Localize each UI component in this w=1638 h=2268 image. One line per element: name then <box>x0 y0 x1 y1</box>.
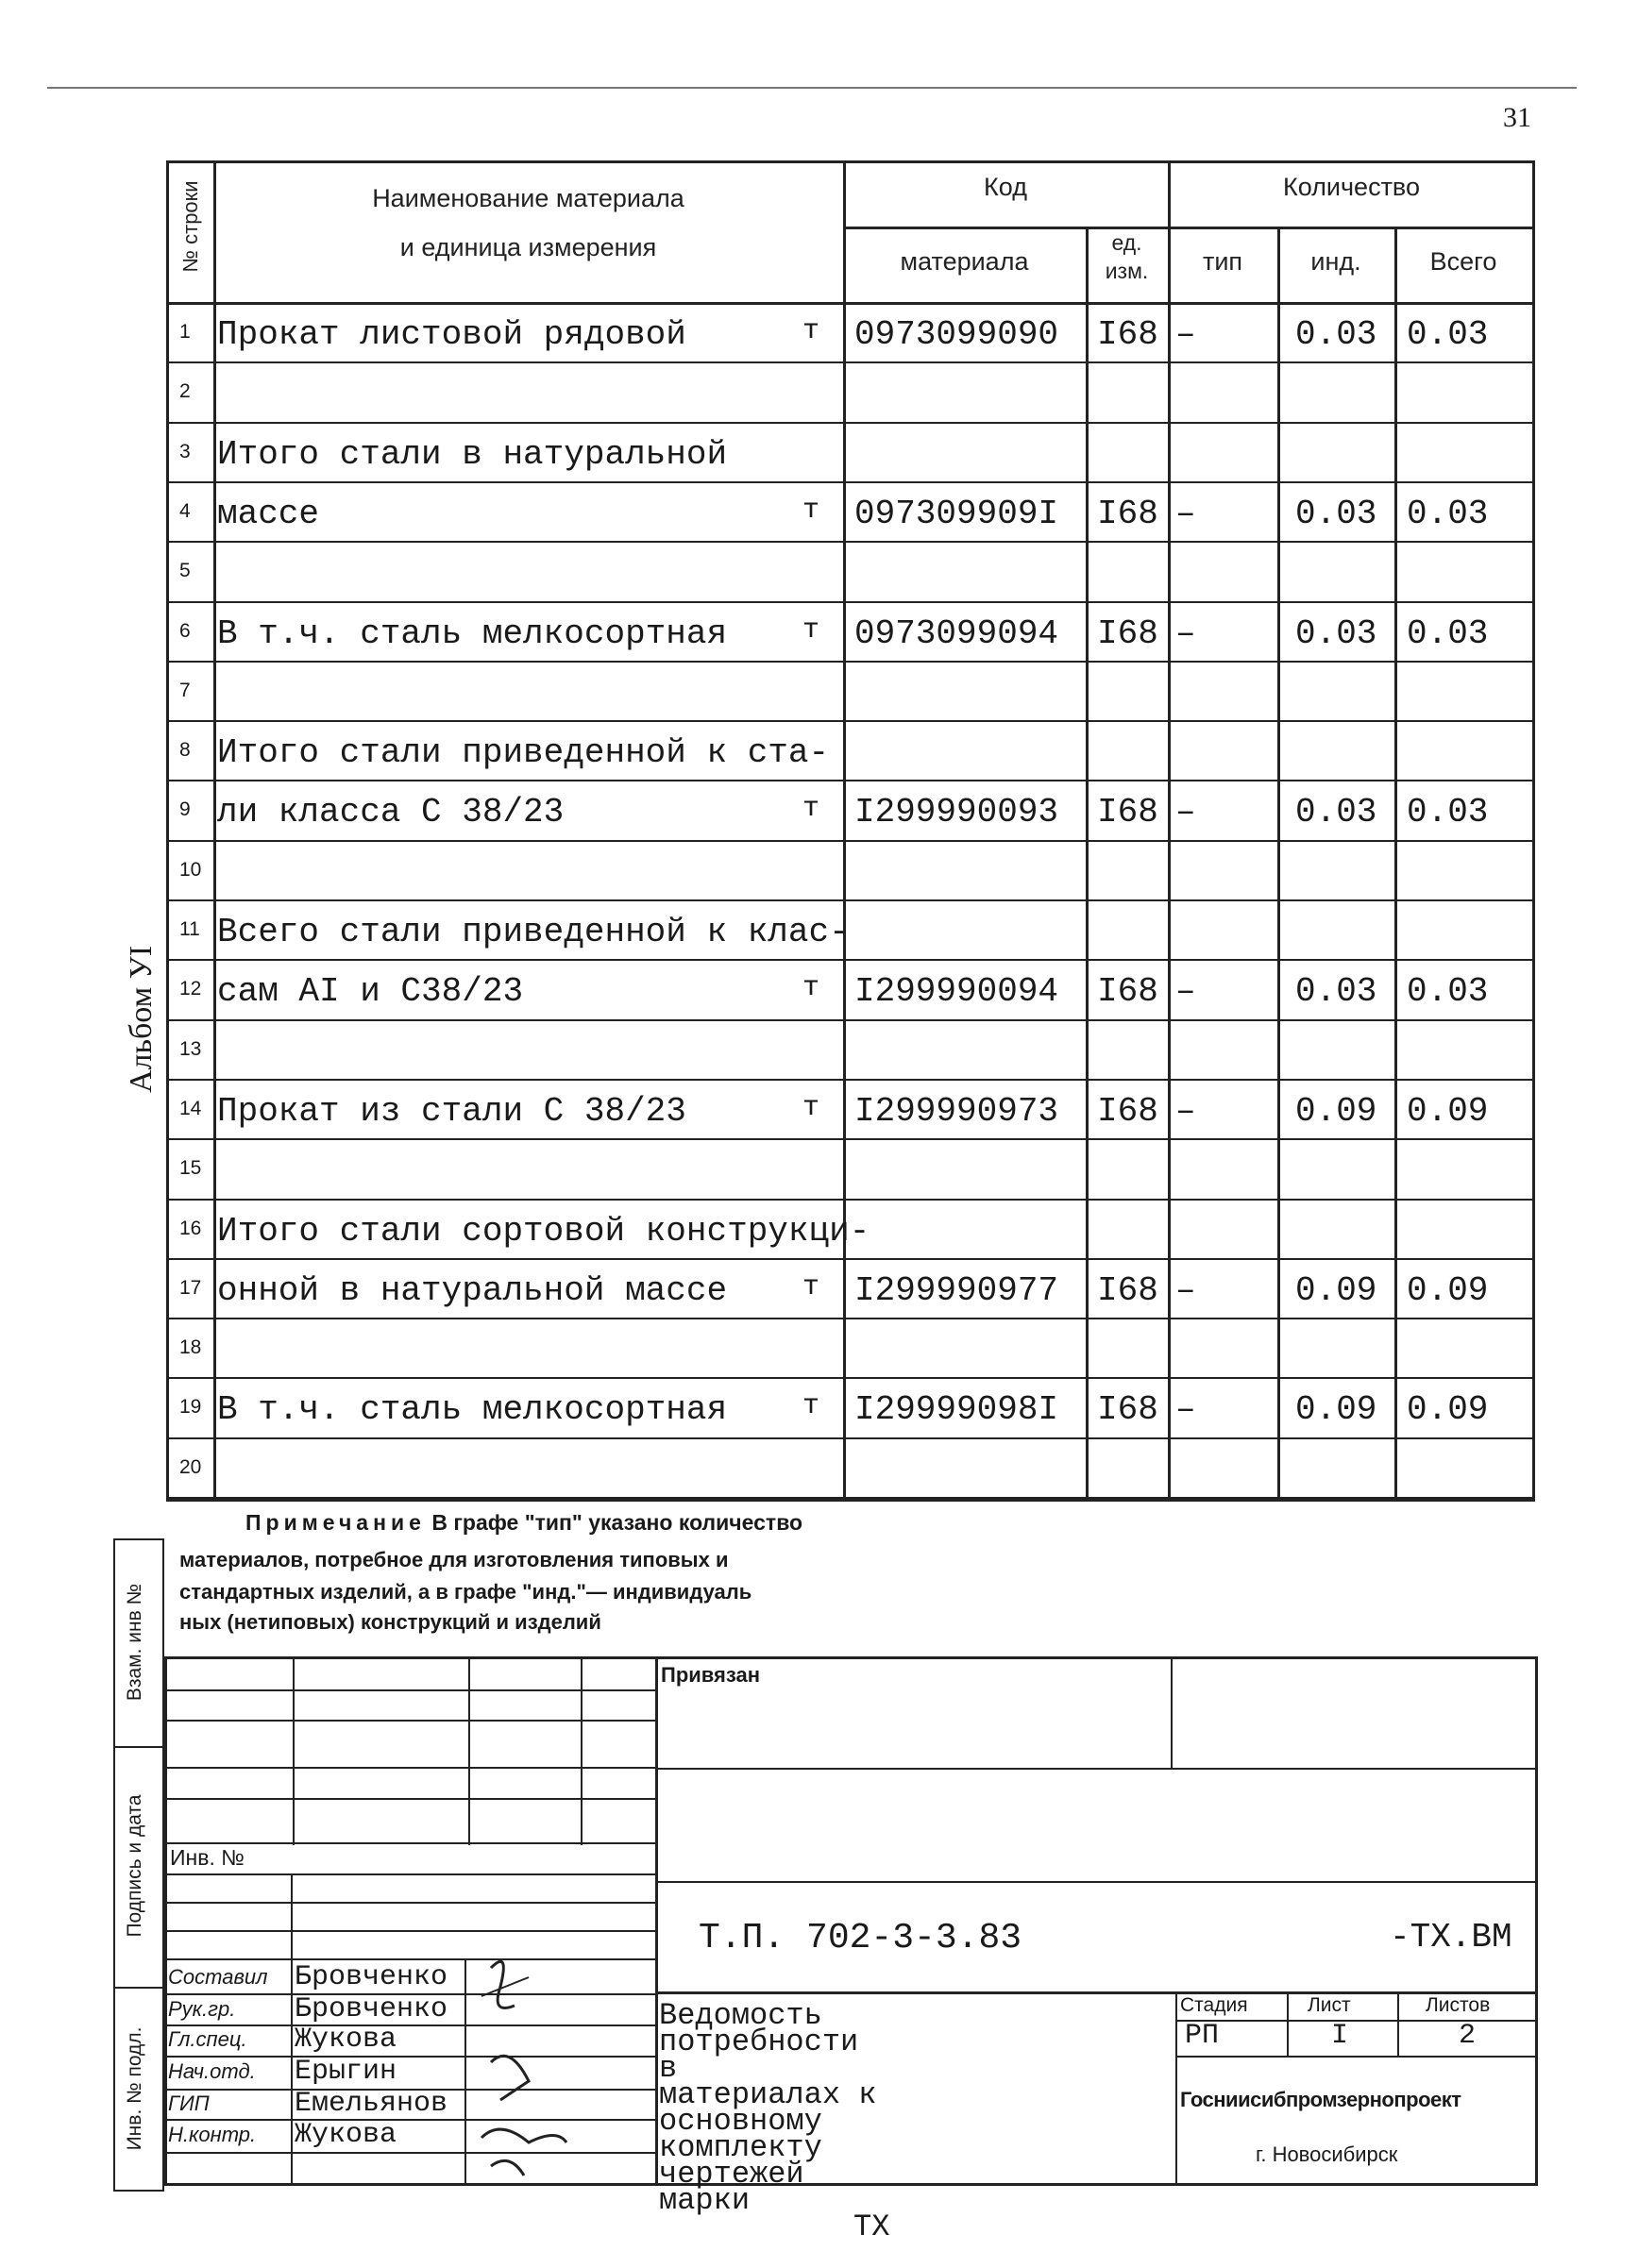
sheet-value: I <box>1331 2020 1349 2052</box>
material-unit: т <box>802 315 820 347</box>
side-label-replace-inv: Взам. инв № <box>124 1583 145 1702</box>
quantity-individual: 0.03 <box>1295 614 1377 653</box>
organization-name: Госниисибпромзернопроект <box>1180 2088 1461 2111</box>
quantity-individual: 0.09 <box>1295 1390 1377 1429</box>
material-name: массе <box>217 495 320 533</box>
signatory-name: Жукова <box>295 2024 397 2056</box>
row-divider <box>166 1199 1535 1201</box>
quantity-total: 0.03 <box>1407 972 1489 1011</box>
row-number-header: № строки <box>178 180 202 273</box>
quantity-total: 0.03 <box>1407 495 1489 533</box>
unit-header-line1: ед. <box>1111 230 1142 255</box>
document-title-line3: комплекту чертежей марки <box>659 2130 822 2218</box>
signatory-role: Составил <box>168 1965 268 1989</box>
row-number: 18 <box>179 1336 202 1358</box>
quantity-individual: 0.09 <box>1295 1271 1377 1310</box>
row-divider <box>166 422 1535 424</box>
album-label: Альбом УI <box>124 945 159 1094</box>
signatory-role: ГИП <box>168 2092 210 2115</box>
note-line3: стандартных изделий, а в графе "инд."— индивидуаль <box>179 1580 752 1604</box>
material-name: Прокат листовой рядовой <box>217 315 686 354</box>
unit-code: I68 <box>1097 972 1158 1011</box>
row-divider <box>166 1138 1535 1140</box>
quantity-type: – <box>1175 1390 1196 1429</box>
material-name: В т.ч. сталь мелкосортная <box>217 614 728 653</box>
note-line2: материалов, потребное для изготовления типовых и <box>179 1548 729 1571</box>
row-divider <box>166 1079 1535 1081</box>
material-name: Всего стали приведенной к клас- <box>217 913 850 951</box>
document-title <box>659 1998 890 2244</box>
quantity-total: 0.03 <box>1407 793 1489 832</box>
material-unit: т <box>802 1390 820 1422</box>
sheets-total-label: Листов <box>1426 1994 1491 2016</box>
inventory-no-label: Инв. № <box>170 1845 245 1870</box>
quantity-total: 0.03 <box>1407 614 1489 653</box>
row-number: 16 <box>179 1218 202 1239</box>
signatory-name: Емельянов <box>295 2088 448 2120</box>
material-code: I29999098I <box>854 1390 1059 1429</box>
row-divider <box>166 1377 1535 1379</box>
name-header-line1: Наименование материала <box>372 184 684 212</box>
unit-code: I68 <box>1097 495 1158 533</box>
code-material-header: материала <box>900 247 1029 276</box>
material-name: Итого стали в натуральной <box>217 435 728 474</box>
unit-code: I68 <box>1097 793 1158 832</box>
quantity-type: – <box>1175 315 1196 354</box>
row-number: 1 <box>179 321 191 343</box>
signatory-name: Ерыгин <box>295 2056 397 2088</box>
material-unit: т <box>802 614 820 647</box>
material-name: Итого стали приведенной к ста- <box>217 733 830 772</box>
row-divider <box>166 481 1535 483</box>
row-divider <box>166 899 1535 901</box>
material-name: Прокат из стали С 38/23 <box>217 1092 686 1131</box>
material-name: сам АI и С38/23 <box>217 972 524 1011</box>
material-unit: т <box>802 972 820 1004</box>
signatory-name: Жукова <box>295 2119 397 2151</box>
row-divider <box>166 601 1535 603</box>
document-title-line1: Ведомость потребности в <box>659 1998 859 2086</box>
sheet-label: Лист <box>1308 1994 1351 2016</box>
row-number: 7 <box>179 680 191 701</box>
row-divider <box>166 780 1535 781</box>
row-divider <box>166 1318 1535 1319</box>
signatory-name: Бровченко <box>295 1961 448 1993</box>
unit-header-line2: изм. <box>1105 259 1149 283</box>
row-divider <box>166 1019 1535 1021</box>
material-unit: т <box>802 1271 820 1303</box>
quantity-total: 0.09 <box>1407 1271 1489 1310</box>
sheets-total-value: 2 <box>1459 2020 1477 2052</box>
material-unit: т <box>802 495 820 527</box>
material-unit: т <box>802 793 820 825</box>
side-label-signature-date: Подпись и дата <box>124 1794 145 1938</box>
note-line4: ных (нетиповых) конструкций и изделий <box>179 1610 601 1634</box>
side-label-inv-original: Инв. № подл. <box>124 2026 145 2151</box>
row-number: 10 <box>179 859 202 881</box>
material-name: В т.ч. сталь мелкосортная <box>217 1390 728 1429</box>
material-name: Итого стали сортовой конструкци- <box>217 1212 870 1251</box>
row-number: 3 <box>179 441 191 462</box>
note-title: Примечание <box>245 1510 426 1535</box>
material-code: I299990973 <box>854 1092 1059 1131</box>
attached-label: Привязан <box>661 1663 761 1687</box>
unit-code: I68 <box>1097 1271 1158 1310</box>
quantity-total: 0.09 <box>1407 1092 1489 1131</box>
row-divider <box>166 1437 1535 1439</box>
material-code: 0973099094 <box>854 614 1059 653</box>
quantity-type: – <box>1175 793 1196 832</box>
row-number: 12 <box>179 978 202 1000</box>
row-number: 6 <box>179 620 191 642</box>
unit-code: I68 <box>1097 614 1158 653</box>
signatory-role: Рук.гр. <box>168 1997 236 2021</box>
material-code: I299990977 <box>854 1271 1059 1310</box>
document-title-line2: материалах к основному <box>659 2077 877 2139</box>
quantity-individual: 0.03 <box>1295 793 1377 832</box>
individual-header: инд. <box>1310 247 1361 276</box>
row-number: 5 <box>179 560 191 581</box>
row-number: 15 <box>179 1157 202 1179</box>
row-divider <box>166 661 1535 663</box>
quantity-type: – <box>1175 1271 1196 1310</box>
unit-code: I68 <box>1097 315 1158 354</box>
note-line1: В графе "тип" указано количество <box>431 1510 803 1535</box>
document-code: Т.П. 702-3-3.83 <box>699 1918 1022 1958</box>
material-name: онной в натуральной массе <box>217 1271 728 1310</box>
material-code: 097309909I <box>854 495 1059 533</box>
signatory-name: Бровченко <box>295 1993 448 2025</box>
signatory-role: Н.контр. <box>168 2123 257 2146</box>
unit-code: I68 <box>1097 1092 1158 1131</box>
quantity-total: 0.03 <box>1407 315 1489 354</box>
organization-city: г. Новосибирск <box>1256 2142 1398 2166</box>
unit-code: I68 <box>1097 1390 1158 1429</box>
stage-label: Стадия <box>1180 1994 1248 2016</box>
document-title-line4: ТХ <box>853 2209 890 2244</box>
quantity-type: – <box>1175 614 1196 653</box>
signatures-drawing <box>472 1949 585 2185</box>
name-header-line2: и единица измерения <box>399 233 657 261</box>
quantity-type: – <box>1175 495 1196 533</box>
row-number: 14 <box>179 1098 202 1119</box>
signatory-role: Нач.отд. <box>168 2059 256 2083</box>
material-code: I299990093 <box>854 793 1059 832</box>
row-divider <box>166 541 1535 543</box>
row-number: 20 <box>179 1456 202 1478</box>
code-header: Код <box>984 173 1027 201</box>
signatory-role: Гл.спец. <box>168 2027 247 2051</box>
row-divider <box>166 959 1535 961</box>
quantity-individual: 0.03 <box>1295 315 1377 354</box>
type-header: тип <box>1202 247 1243 276</box>
document-suffix: -ТХ.ВМ <box>1390 1918 1512 1957</box>
quantity-individual: 0.03 <box>1295 972 1377 1011</box>
quantity-total: 0.09 <box>1407 1390 1489 1429</box>
stage-value: РП <box>1185 2020 1220 2052</box>
total-header: Всего <box>1429 247 1497 276</box>
material-code: I299990094 <box>854 972 1059 1011</box>
quantity-individual: 0.09 <box>1295 1092 1377 1131</box>
row-number: 4 <box>179 500 191 522</box>
row-divider <box>166 720 1535 722</box>
row-number: 13 <box>179 1038 202 1060</box>
row-divider <box>166 840 1535 842</box>
row-number: 19 <box>179 1396 202 1418</box>
quantity-type: – <box>1175 1092 1196 1131</box>
row-number: 11 <box>179 918 200 940</box>
row-divider <box>166 1258 1535 1260</box>
material-code: 0973099090 <box>854 315 1059 354</box>
material-unit: т <box>802 1092 820 1124</box>
quantity-individual: 0.03 <box>1295 495 1377 533</box>
material-name: ли класса С 38/23 <box>217 793 565 832</box>
quantity-type: – <box>1175 972 1196 1011</box>
page-number: 31 <box>1503 102 1531 133</box>
row-number: 9 <box>179 798 191 820</box>
row-number: 17 <box>179 1277 202 1299</box>
row-number: 2 <box>179 380 191 402</box>
quantity-header: Количество <box>1283 173 1420 201</box>
row-divider <box>166 361 1535 363</box>
row-number: 8 <box>179 739 191 761</box>
